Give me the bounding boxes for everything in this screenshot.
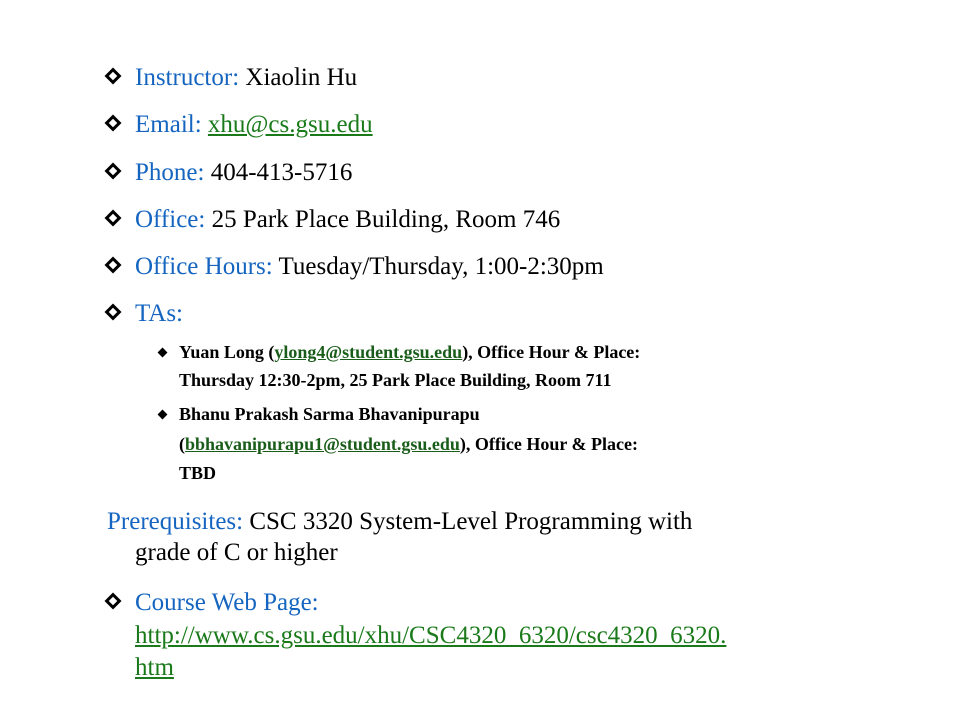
email-link[interactable]: xhu@cs.gsu.edu [207, 111, 373, 138]
course-page-url-line2[interactable] [135, 652, 174, 683]
hollow-diamond-icon [105, 115, 122, 132]
prerequisites-label: Prerequisites: [107, 508, 244, 535]
email-item [135, 109, 373, 140]
tas-label: TAs: [135, 300, 183, 327]
instructor-item [135, 62, 357, 93]
ta1-suffix: ), Office Hour & Place: [462, 342, 641, 362]
course-page-label: Course Web Page: [135, 589, 319, 616]
phone-item [135, 157, 352, 188]
office-hours-value: Tuesday/Thursday, 1:00-2:30pm [278, 253, 604, 280]
hollow-diamond-icon [105, 68, 122, 85]
prerequisites-line1 [107, 506, 692, 537]
office-label: Office: [135, 206, 206, 233]
ta1-line2: Thursday 12:30-2pm, 25 Park Place Building, Room 711 [179, 370, 612, 390]
prerequisites-line2: grade of C or higher [135, 539, 338, 566]
hollow-diamond-icon [105, 257, 122, 274]
phone-label: Phone: [135, 159, 205, 186]
diamond-icon [158, 348, 168, 358]
office-hours-item [135, 251, 604, 282]
ta2-suffix: ), Office Hour & Place: [459, 434, 638, 454]
prerequisites-value: CSC 3320 System-Level Programming with [249, 508, 693, 535]
ta2-line2 [179, 433, 638, 455]
phone-value: 404-413-5716 [210, 159, 353, 186]
course-page-url-line1[interactable] [135, 620, 726, 651]
tas-item [135, 298, 183, 329]
ta1-name: Yuan Long ( [179, 342, 275, 362]
ta1-email-link[interactable]: ylong4@student.gsu.edu [274, 342, 463, 362]
office-item [135, 204, 560, 235]
ta1-line1 [179, 341, 640, 363]
ta2-line3: TBD [179, 463, 217, 483]
hollow-diamond-icon [105, 210, 122, 227]
diamond-icon [158, 410, 168, 420]
hollow-diamond-icon [105, 593, 122, 610]
ta2-prefix: ( [179, 434, 185, 454]
office-value: 25 Park Place Building, Room 746 [211, 206, 561, 233]
ta2-email-link[interactable]: bbhavanipurapu1@student.gsu.edu [185, 434, 460, 454]
course-page-link-cont[interactable]: htm [135, 654, 174, 681]
email-label: Email: [135, 111, 202, 138]
hollow-diamond-icon [105, 163, 122, 180]
instructor-value: Xiaolin Hu [245, 64, 358, 91]
hollow-diamond-icon [105, 304, 122, 321]
ta2-line1: Bhanu Prakash Sarma Bhavanipurapu [179, 404, 480, 424]
office-hours-label: Office Hours: [135, 253, 273, 280]
instructor-label: Instructor: [135, 64, 240, 91]
course-page-link[interactable]: http://www.cs.gsu.edu/xhu/CSC4320_6320/csc4320_6320. [135, 622, 727, 649]
